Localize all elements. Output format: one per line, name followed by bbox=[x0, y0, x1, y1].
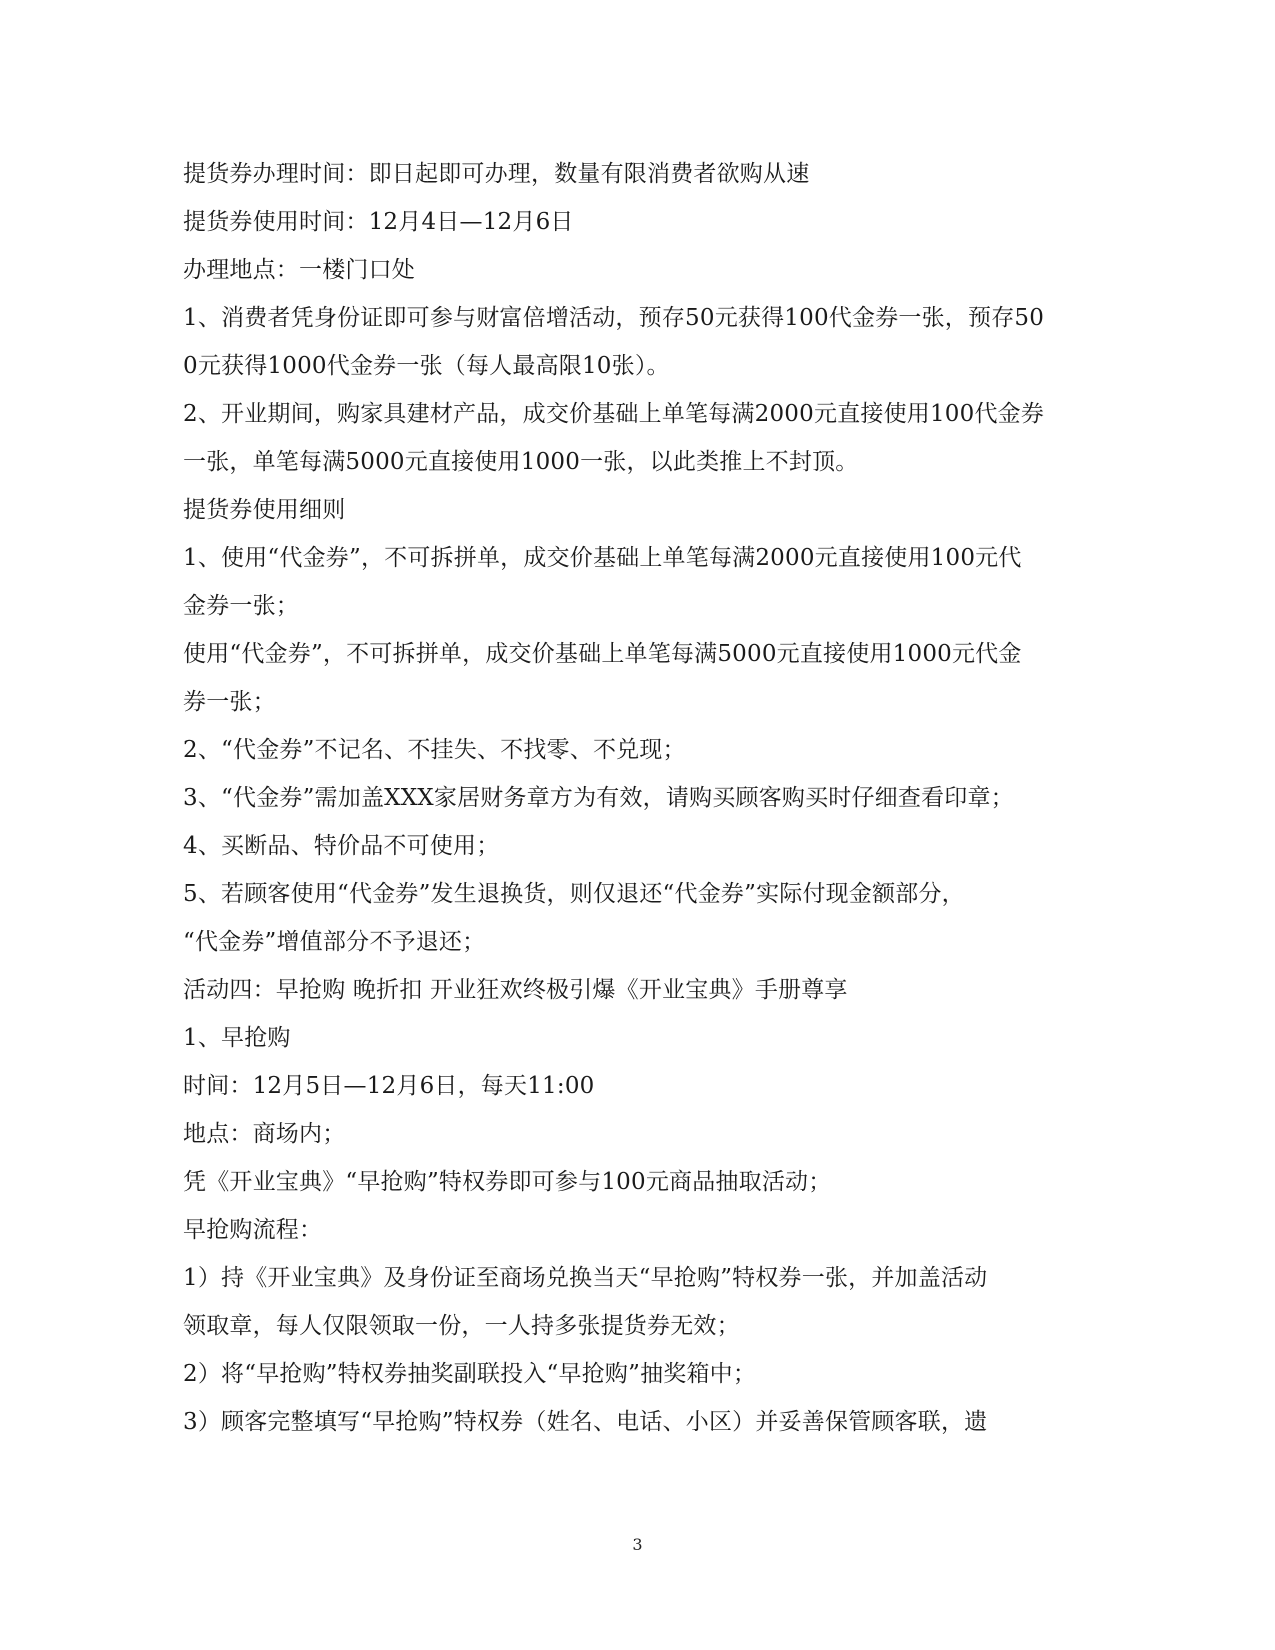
text-line: 使用“代金券”，不可拆拼单，成交价基础上单笔每满5000元直接使用1000元代金 bbox=[183, 641, 1022, 667]
text-line: 凭《开业宝典》“早抢购”特权券即可参与100元商品抽取活动； bbox=[183, 1169, 832, 1195]
text-line: 0元获得1000代金券一张（每人最高限10张）。 bbox=[183, 353, 670, 379]
text-line: 早抢购流程： bbox=[183, 1217, 323, 1243]
text-line: 4、买断品、特价品不可使用； bbox=[183, 833, 500, 859]
text-line: 3、“代金券”需加盖XXX家居财务章方为有效，请购买顾客购买时仔细查看印章； bbox=[183, 785, 1014, 811]
section-heading: 提货券使用细则 bbox=[183, 497, 346, 523]
text-line: 地点：商场内； bbox=[183, 1121, 346, 1147]
text-line: 领取章，每人仅限领取一份，一人持多张提货券无效； bbox=[183, 1313, 740, 1339]
section-heading: 活动四：早抢购 晚折扣 开业狂欢终极引爆《开业宝典》手册尊享 bbox=[183, 977, 848, 1003]
text-line: 办理地点：一楼门口处 bbox=[183, 257, 415, 283]
text-line: 2、“代金券”不记名、不挂失、不找零、不兑现； bbox=[183, 737, 686, 763]
text-line: “代金券”增值部分不予退还； bbox=[183, 929, 486, 955]
page-number: 3 bbox=[632, 1535, 643, 1554]
text-line: 一张，单笔每满5000元直接使用1000一张，以此类推上不封顶。 bbox=[183, 449, 859, 475]
text-line: 1）持《开业宝典》及身份证至商场兑换当天“早抢购”特权券一张，并加盖活动 bbox=[183, 1265, 988, 1291]
text-line: 1、早抢购 bbox=[183, 1025, 291, 1051]
text-line: 3）顾客完整填写“早抢购”特权券（姓名、电话、小区）并妥善保管顾客联，遗 bbox=[183, 1409, 988, 1435]
text-line: 1、消费者凭身份证即可参与财富倍增活动，预存50元获得100代金券一张，预存50 bbox=[183, 305, 1045, 331]
document-body bbox=[183, 150, 1093, 1446]
text-line: 5、若顾客使用“代金券”发生退换货，则仅退还“代金券”实际付现金额部分， bbox=[183, 881, 965, 907]
text-line: 时间：12月5日—12月6日，每天11:00 bbox=[183, 1073, 595, 1099]
text-line: 金券一张； bbox=[183, 593, 299, 619]
text-line: 提货券办理时间：即日起即可办理，数量有限消费者欲购从速 bbox=[183, 161, 810, 187]
text-line: 提货券使用时间：12月4日—12月6日 bbox=[183, 209, 574, 235]
text-line: 2）将“早抢购”特权券抽奖副联投入“早抢购”抽奖箱中； bbox=[183, 1361, 757, 1387]
text-line: 1、使用“代金券”，不可拆拼单，成交价基础上单笔每满2000元直接使用100元代 bbox=[183, 545, 1022, 571]
text-line: 券一张； bbox=[183, 689, 276, 715]
text-line: 2、开业期间，购家具建材产品，成交价基础上单笔每满2000元直接使用100代金券 bbox=[183, 401, 1045, 427]
